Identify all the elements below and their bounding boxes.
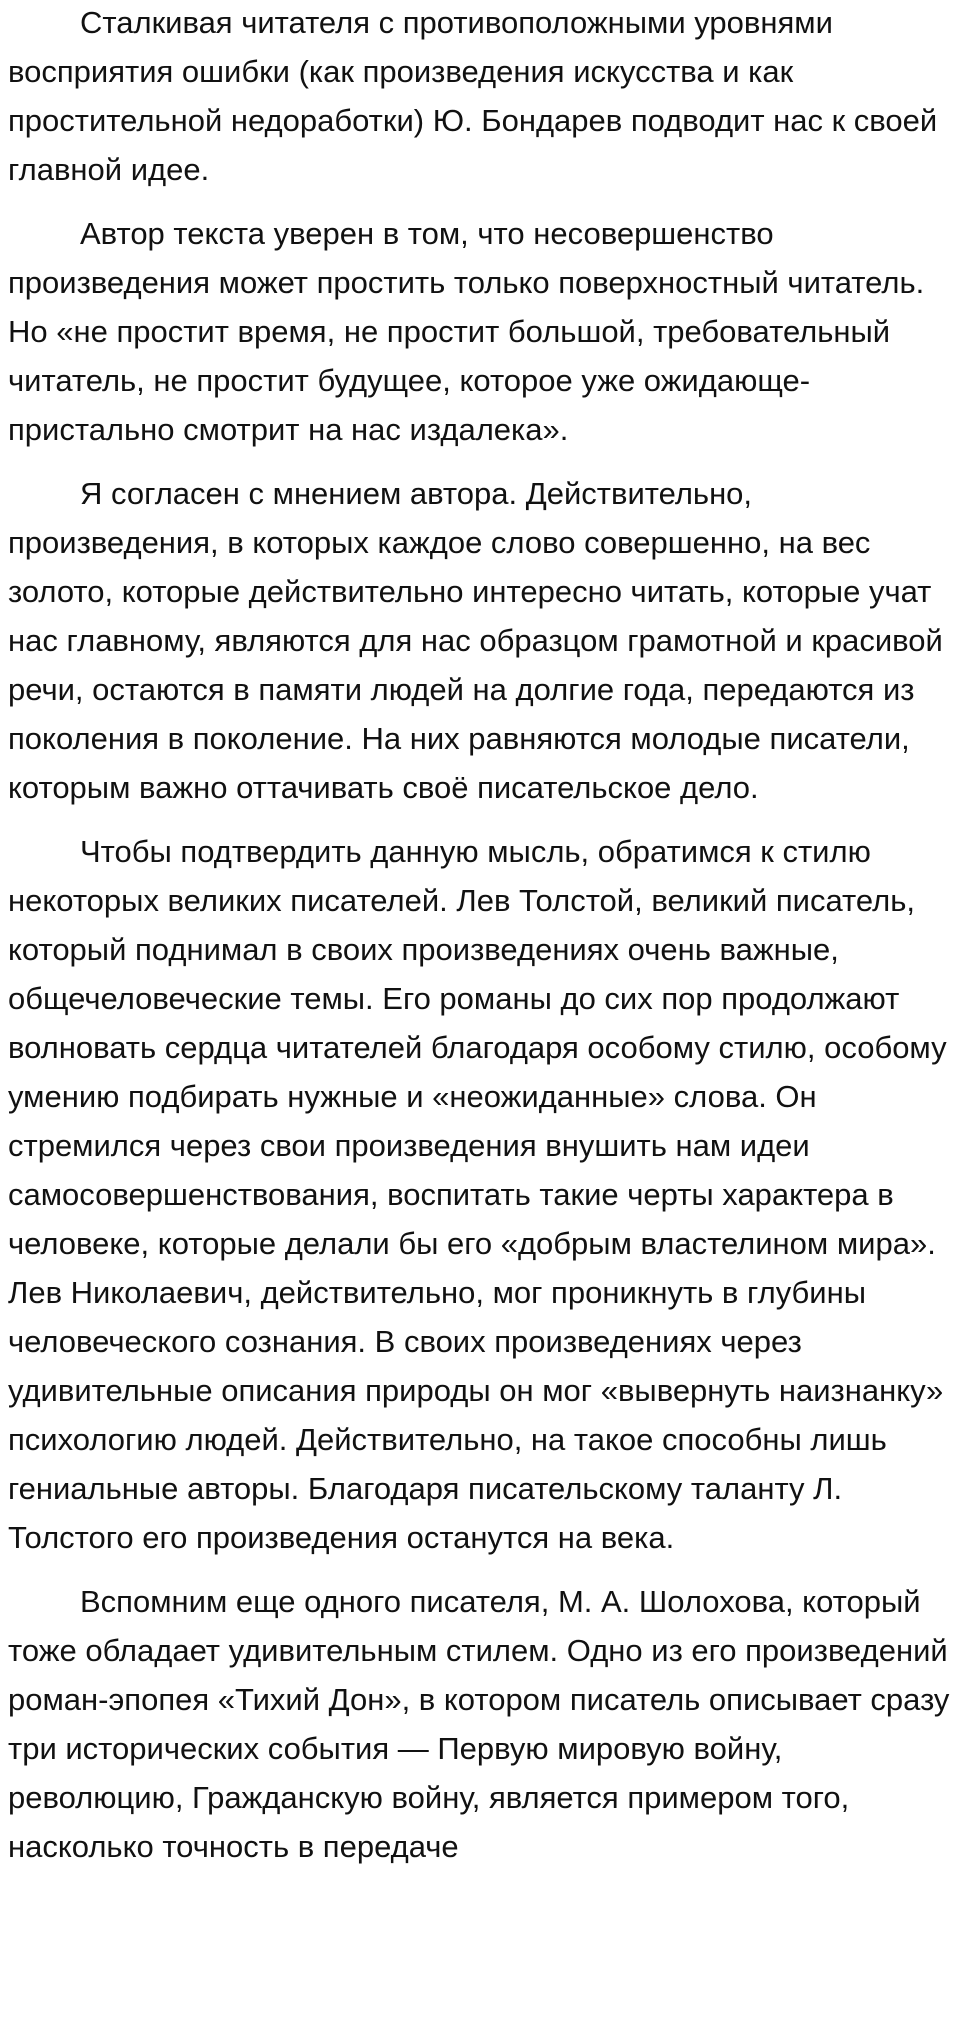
document-body	[8, 0, 958, 1886]
paragraph-2: Автор текста уверен в том, что несовершенство произведения может простить только поверхностный читатель. Но «не простит время, не простит большой, требовательный читатель, не простит будущее, которое уже ожидающе-пристально смотрит на нас издалека».	[8, 216, 925, 447]
paragraph-5: Вспомним еще одного писателя, М. А. Шолохова, который тоже обладает удивительным стилем. Одно из его произведений роман-эпопея «Тихий Дон», в котором писатель описывает сразу три исторических события — Первую мировую войну, революцию, Гражданскую войну, является примером того, насколько точность в передаче	[8, 1584, 950, 1864]
paragraph-1: Сталкивая читателя с противоположными уровнями восприятия ошибки (как произведения искусства и как простительной недоработки) Ю. Бондарев подводит нас к своей главной идее.	[8, 5, 938, 187]
paragraph-3: Я согласен с мнением автора. Действительно, произведения, в которых каждое слово совершенно, на вес золото, которые действительно интересно читать, которые учат нас главному, являются для нас образцом грамотной и красивой речи, остаются в памяти людей на долгие года, передаются из поколения в поколение. На них равняются молодые писатели, которым важно оттачивать своё писательское дело.	[8, 476, 943, 805]
paragraph-4: Чтобы подтвердить данную мысль, обратимся к стилю некоторых великих писателей. Лев Толстой, великий писатель, который поднимал в своих произведениях очень важные, общечеловеческие темы. Его романы до сих пор продолжают волновать сердца читателей благодаря особому стилю, особому умению подбирать нужные и «неожиданные» слова. Он стремился через свои произведения внушить нам идеи самосовершенствования, воспитать такие черты характера в человеке, которые делали бы его «добрым властелином мира». Лев Николаевич, действительно, мог проникнуть в глубины человеческого сознания. В своих произведениях через удивительные описания природы он мог «вывернуть наизнанку» психологию людей. Действительно, на такое способны лишь гениальные авторы. Благодаря писательскому таланту Л. Толстого его произведения останутся на века.	[8, 834, 947, 1555]
